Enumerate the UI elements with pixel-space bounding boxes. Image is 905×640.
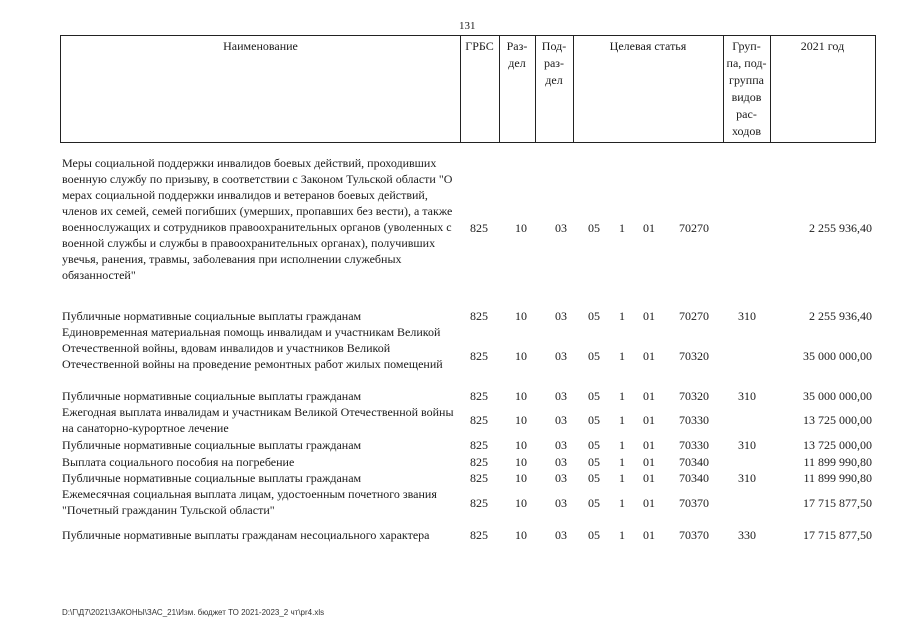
row-grbs: 825 (470, 496, 488, 510)
row-target-type: 1 (619, 221, 625, 235)
row-target-type: 1 (619, 438, 625, 452)
row-razdel: 10 (515, 309, 527, 323)
row-podrazdel: 03 (555, 349, 567, 363)
row-target-program: 05 (588, 349, 600, 363)
row-grbs: 825 (470, 221, 488, 235)
row-target-type: 1 (619, 471, 625, 485)
row-target-event: 01 (643, 496, 655, 510)
row-target-program: 05 (588, 221, 600, 235)
row-name: Выплата социального пособия на погребение (62, 455, 295, 469)
row-podrazdel: 03 (555, 438, 567, 452)
row-target-program: 05 (588, 496, 600, 510)
row-podrazdel: 03 (555, 496, 567, 510)
row-razdel: 10 (515, 349, 527, 363)
row-target-event: 01 (643, 471, 655, 485)
row-target-direction: 70330 (679, 413, 709, 427)
row-amount: 2 255 936,40 (809, 221, 872, 235)
file-path-footer: D:\Г\Д7\2021\ЗАКОНЫ\ЗАС_21\Изм. бюджет ТО 2021-2023_2 чт\pr4.xls (62, 608, 325, 617)
row-grbs: 825 (470, 438, 488, 452)
header-name: Наименование (223, 39, 298, 53)
header-grbs: ГРБС (465, 39, 494, 53)
row-name: Публичные нормативные социальные выплаты гражданам (62, 471, 362, 485)
row-expense-group: 310 (738, 389, 756, 403)
row-razdel: 10 (515, 455, 527, 469)
row-expense-group: 310 (738, 471, 756, 485)
row-name: Публичные нормативные выплаты гражданам несоциального характера (62, 528, 430, 542)
row-name: Публичные нормативные социальные выплаты гражданам (62, 389, 362, 403)
row-target-direction: 70330 (679, 438, 709, 452)
row-expense-group: 310 (738, 438, 756, 452)
row-razdel: 10 (515, 471, 527, 485)
row-target-direction: 70270 (679, 221, 709, 235)
row-target-event: 01 (643, 389, 655, 403)
row-target-event: 01 (643, 349, 655, 363)
header-year: 2021 год (800, 39, 845, 53)
header-razdel: Раз- дел (506, 39, 528, 70)
row-podrazdel: 03 (555, 309, 567, 323)
row-expense-group: 330 (738, 528, 756, 542)
row-podrazdel: 03 (555, 221, 567, 235)
row-amount: 13 725 000,00 (803, 438, 872, 452)
row-target-type: 1 (619, 496, 625, 510)
page-number: 131 (459, 20, 476, 32)
row-amount: 35 000 000,00 (803, 389, 872, 403)
row-target-direction: 70340 (679, 471, 709, 485)
row-target-event: 01 (643, 438, 655, 452)
row-target-type: 1 (619, 389, 625, 403)
row-grbs: 825 (470, 471, 488, 485)
row-razdel: 10 (515, 496, 527, 510)
row-target-direction: 70320 (679, 389, 709, 403)
row-target-direction: 70270 (679, 309, 709, 323)
row-target-program: 05 (588, 455, 600, 469)
row-amount: 13 725 000,00 (803, 413, 872, 427)
header-target-article: Целевая статья (609, 39, 687, 53)
row-target-program: 05 (588, 413, 600, 427)
row-target-program: 05 (588, 528, 600, 542)
row-name: Ежемесячная социальная выплата лицам, удостоенным почетного звания "Почетный гражданин Тульской области" (62, 487, 437, 517)
row-name: Меры социальной поддержки инвалидов боевых действий, проходивших военную службу по призыву, в соответствии с Законом Тульской области "О мерах социальной поддержки инвалидов и ветеранов боевых действий, членов их семей, семей погибших (умерших, пропавших без вести), а также военнослужащих и сотрудников правоохранительных органов (уволенных с военной службы и службы в правоохранительных органах), получивших увечья, ранения, травмы, заболевания при исполнении служебных обязанностей" (62, 156, 453, 282)
row-razdel: 10 (515, 438, 527, 452)
row-name: Ежегодная выплата инвалидам и участникам Великой Отечественной войны на санаторно-курортное лечение (62, 405, 454, 435)
row-amount: 11 899 990,80 (803, 455, 872, 469)
row-target-program: 05 (588, 309, 600, 323)
row-podrazdel: 03 (555, 471, 567, 485)
row-grbs: 825 (470, 528, 488, 542)
row-target-event: 01 (643, 309, 655, 323)
row-target-program: 05 (588, 471, 600, 485)
row-target-direction: 70370 (679, 528, 709, 542)
row-podrazdel: 03 (555, 389, 567, 403)
row-razdel: 10 (515, 389, 527, 403)
row-name: Единовременная материальная помощь инвалидам и участникам Великой Отечественной войны, вдовам инвалидов и участников Великой Отечественной войны на проведение ремонтных работ жилых помещений (62, 325, 443, 371)
row-target-event: 01 (643, 221, 655, 235)
row-razdel: 10 (515, 528, 527, 542)
row-target-type: 1 (619, 528, 625, 542)
row-target-program: 05 (588, 389, 600, 403)
row-amount: 17 715 877,50 (803, 528, 872, 542)
row-name: Публичные нормативные социальные выплаты гражданам (62, 438, 362, 452)
row-target-program: 05 (588, 438, 600, 452)
row-grbs: 825 (470, 455, 488, 469)
row-target-type: 1 (619, 455, 625, 469)
row-expense-group: 310 (738, 309, 756, 323)
row-amount: 2 255 936,40 (809, 309, 872, 323)
row-target-type: 1 (619, 349, 625, 363)
row-razdel: 10 (515, 413, 527, 427)
table-header (60, 35, 876, 143)
row-target-type: 1 (619, 413, 625, 427)
row-target-direction: 70340 (679, 455, 709, 469)
row-amount: 11 899 990,80 (803, 471, 872, 485)
row-target-direction: 70370 (679, 496, 709, 510)
row-name: Публичные нормативные социальные выплаты гражданам (62, 309, 362, 323)
header-podrazdel: Под- раз- дел (541, 39, 567, 87)
row-target-type: 1 (619, 309, 625, 323)
row-grbs: 825 (470, 413, 488, 427)
row-grbs: 825 (470, 349, 488, 363)
header-expense-group: Груп- па, под- группа видов рас- ходов (726, 39, 767, 138)
row-amount: 35 000 000,00 (803, 349, 872, 363)
row-podrazdel: 03 (555, 413, 567, 427)
row-podrazdel: 03 (555, 528, 567, 542)
row-amount: 17 715 877,50 (803, 496, 872, 510)
row-target-direction: 70320 (679, 349, 709, 363)
row-razdel: 10 (515, 221, 527, 235)
row-target-event: 01 (643, 413, 655, 427)
row-grbs: 825 (470, 389, 488, 403)
row-podrazdel: 03 (555, 455, 567, 469)
row-target-event: 01 (643, 528, 655, 542)
row-target-event: 01 (643, 455, 655, 469)
row-grbs: 825 (470, 309, 488, 323)
